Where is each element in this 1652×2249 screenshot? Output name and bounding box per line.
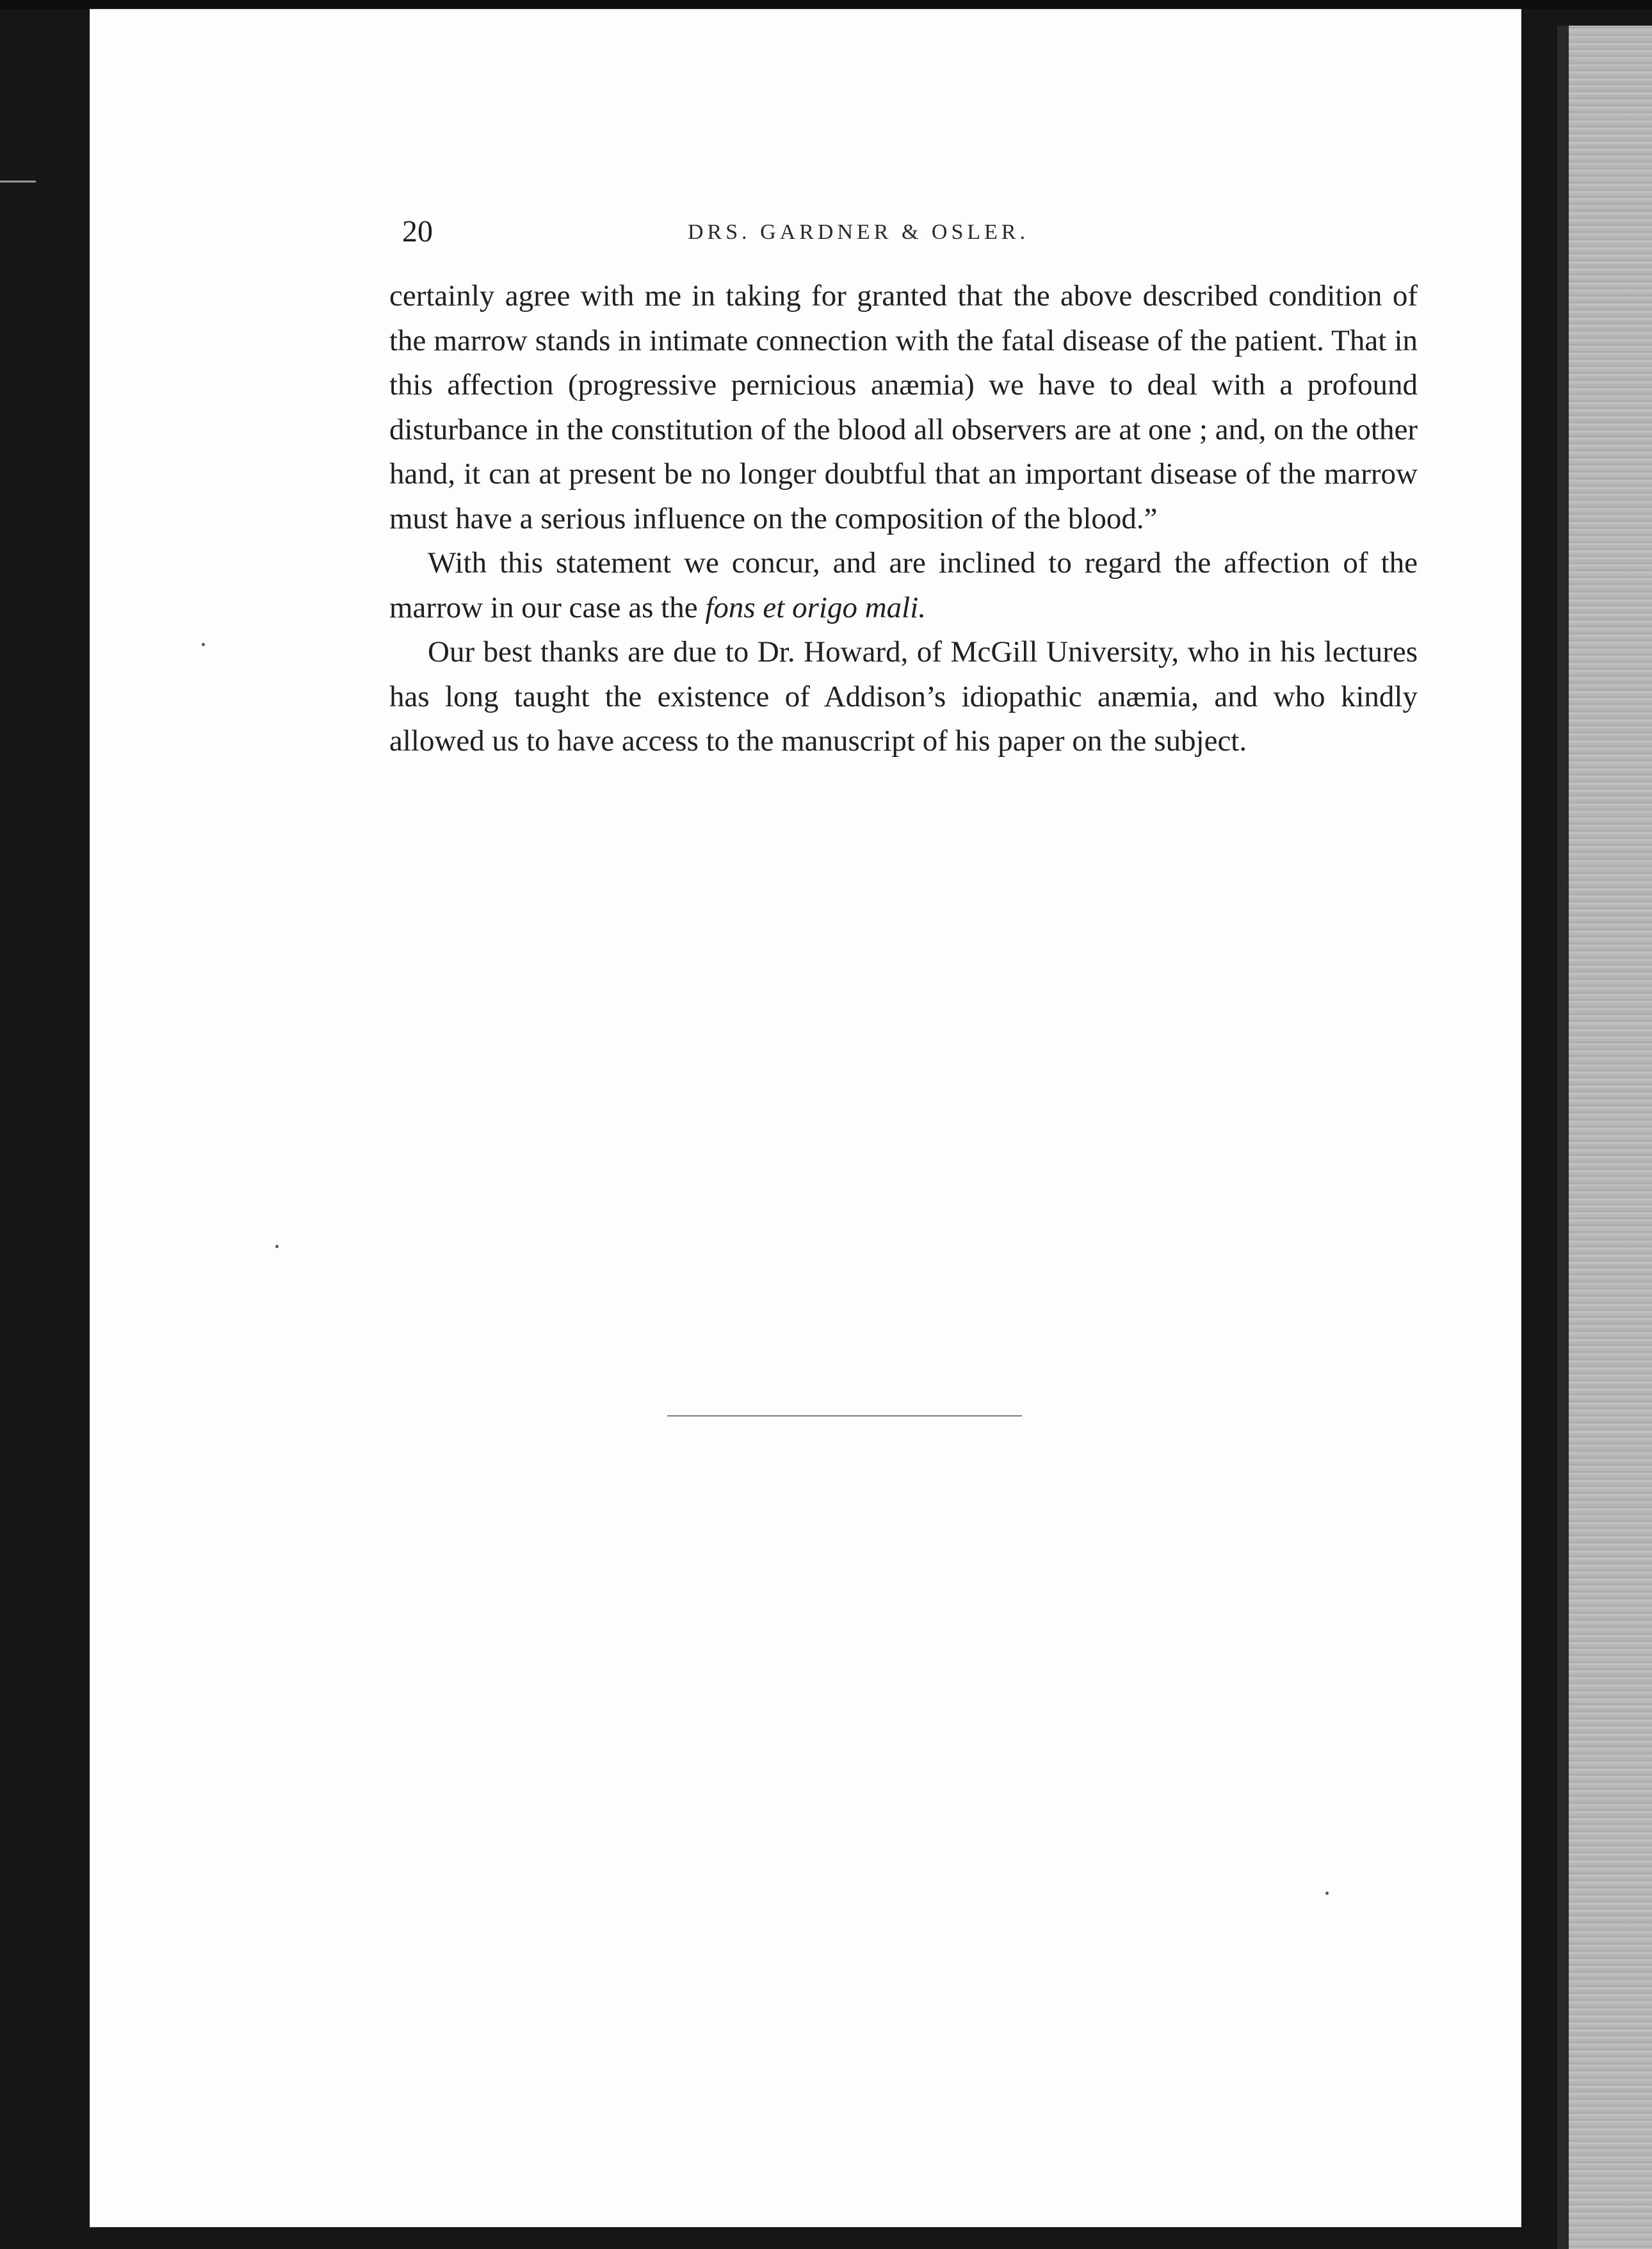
paper-speck [1325,1892,1329,1895]
paragraph-2 [389,541,1418,630]
paper-speck [202,643,205,646]
top-scan-edge [0,0,1652,9]
adjacent-page-edge [1557,26,1652,2249]
paragraph-1: certainly agree with me in taking for granted that the above described condition of the marrow stands in intimate connection with the fatal disease of the patient. That in this affection (progressive pernicious anæmia) we have to deal with a profound disturbance in the constitution of the blood all observers are at one ; and, on the other hand, it can at present be no longer doubtful that an important disease of the marrow must have a serious influence on the composition of the blood.” [389,279,1418,535]
paragraph-2-latin-phrase: fons et origo mali. [705,590,927,624]
closing-rule [667,1415,1022,1417]
page-number: 20 [402,215,433,248]
running-head-title: DRS. GARDNER & OSLER. [688,220,1030,244]
book-page [90,9,1521,2227]
paragraph-3: Our best thanks are due to Dr. Howard, of McGill University, who in his lectures has long taught the existence of Addison’s idiopathic anæmia, and who kindly allowed us to have access to the manuscript of his paper on the subject. [389,635,1418,758]
left-margin-mark [0,181,36,183]
paragraph-2-text: With this statement we concur, and are inclined to regard the affection of the marrow in our case as the [389,546,1418,624]
paper-speck [275,1245,279,1248]
running-head [402,213,1491,251]
body-text [389,274,1418,764]
